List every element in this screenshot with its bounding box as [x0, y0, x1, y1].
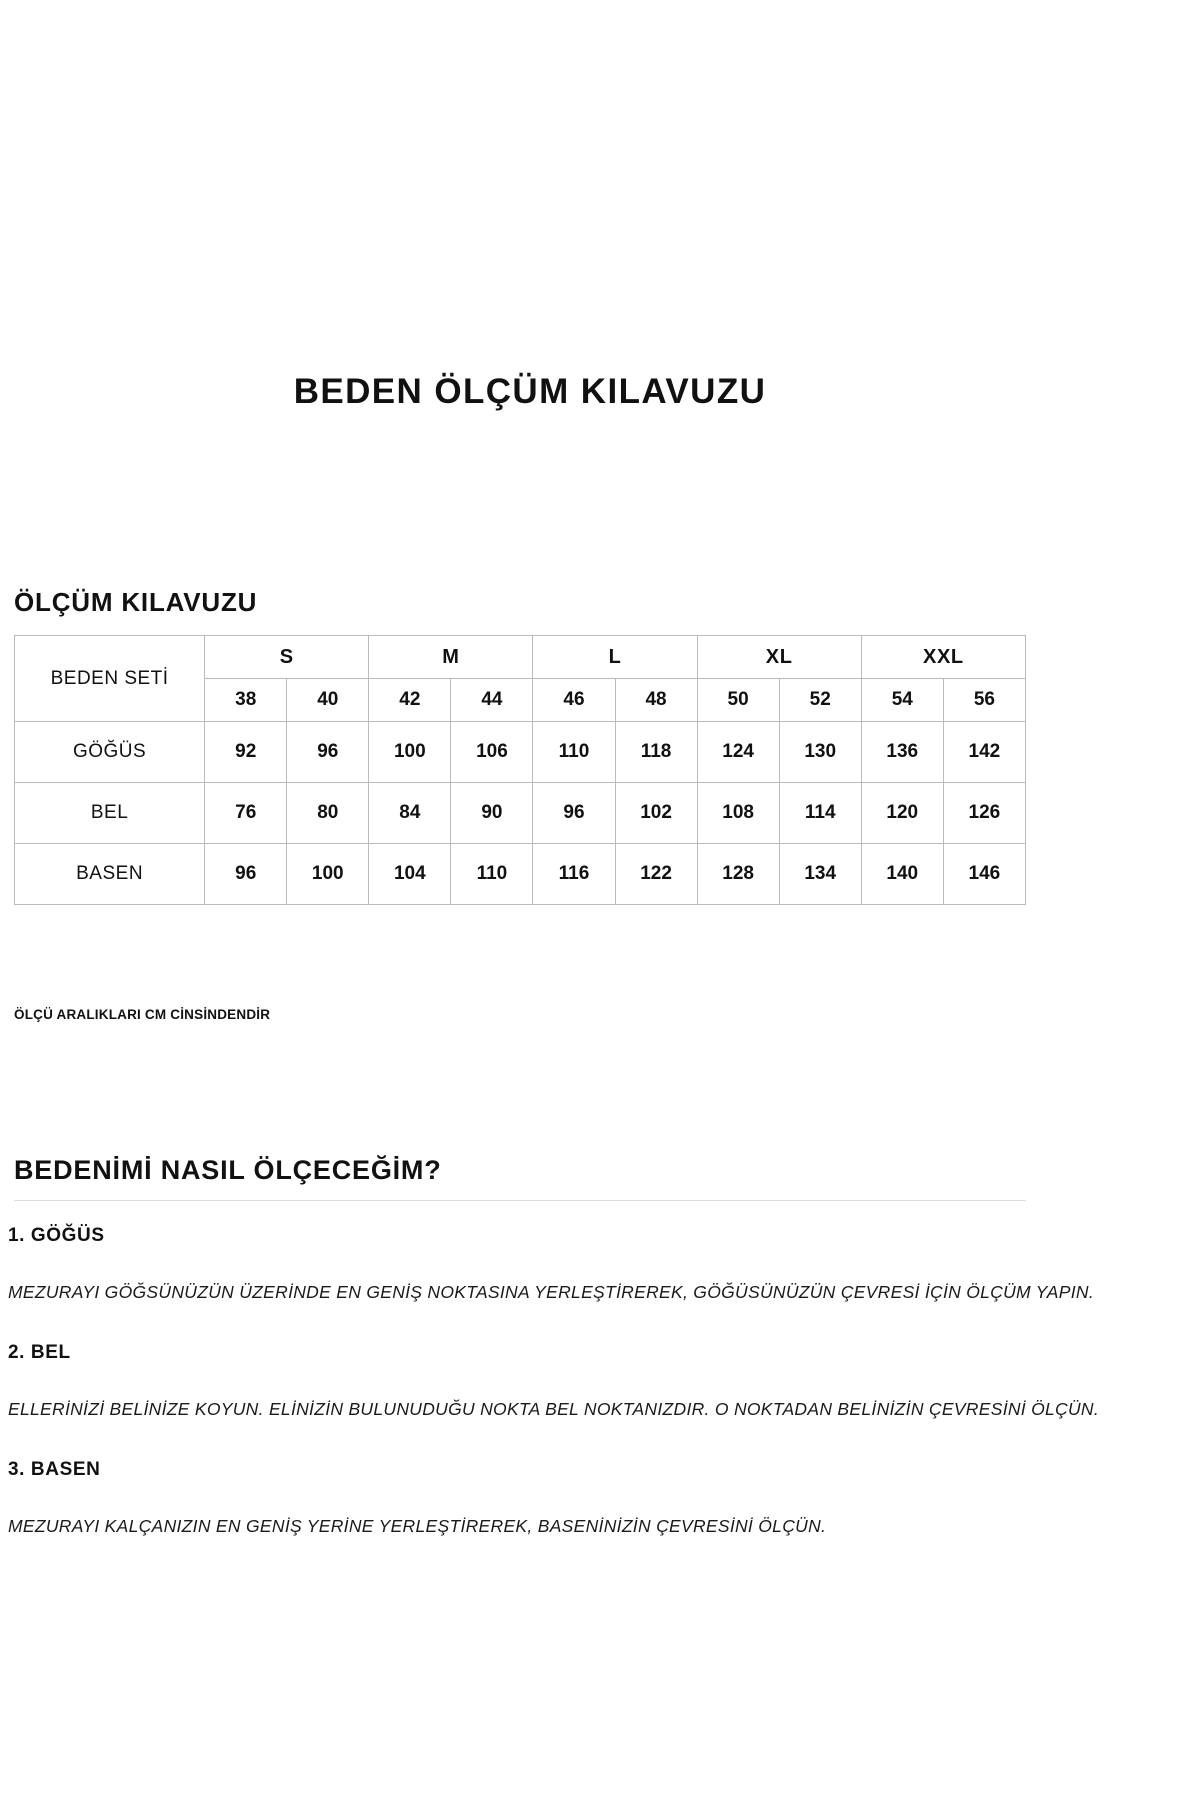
measurement-value: 76: [205, 783, 287, 844]
measurement-value: 118: [615, 722, 697, 783]
measurement-value: 128: [697, 844, 779, 905]
page-title: BEDEN ÖLÇÜM KILAVUZU: [293, 372, 767, 411]
measurement-value: 106: [451, 722, 533, 783]
measurement-value: 120: [861, 783, 943, 844]
numeric-size-cell: 56: [943, 679, 1025, 722]
measurement-value: 116: [533, 844, 615, 905]
measurement-value: 84: [369, 783, 451, 844]
size-group-cell: S: [205, 636, 369, 679]
measurement-value: 90: [451, 783, 533, 844]
table-header-beden-seti: BEDEN SETİ: [15, 636, 205, 722]
numeric-size-cell: 44: [451, 679, 533, 722]
measurement-value: 114: [779, 783, 861, 844]
step-text-bel: ELLERİNİZİ BELİNİZE KOYUN. ELİNİZİN BULUNUDUĞU NOKTA BEL NOKTANIZDIR. O NOKTADAN BELİNİZİN ÇEVRESİNİ ÖLÇÜN.: [8, 1399, 1100, 1419]
measurement-value: 100: [287, 844, 369, 905]
measurement-value: 96: [287, 722, 369, 783]
measurement-value: 96: [205, 844, 287, 905]
size-group-cell: XXL: [861, 636, 1025, 679]
table-row: [15, 844, 1026, 905]
section-heading-how-to-measure: BEDENİMİ NASIL ÖLÇECEĞİM?: [14, 1155, 442, 1185]
measurement-label: BASEN: [15, 844, 205, 905]
measurement-value: 140: [861, 844, 943, 905]
measurement-value: 136: [861, 722, 943, 783]
measurement-value: 122: [615, 844, 697, 905]
step-title-bel: 2. BEL: [8, 1342, 71, 1363]
measurement-value: 96: [533, 783, 615, 844]
measurement-value: 124: [697, 722, 779, 783]
table-row: [15, 783, 1026, 844]
numeric-size-cell: 46: [533, 679, 615, 722]
measurement-value: 80: [287, 783, 369, 844]
measurement-value: 130: [779, 722, 861, 783]
measurement-label: BEL: [15, 783, 205, 844]
numeric-size-cell: 38: [205, 679, 287, 722]
unit-note: ÖLÇÜ ARALIKLARI CM CİNSİNDENDİR: [14, 1007, 271, 1022]
numeric-size-cell: 50: [697, 679, 779, 722]
measurement-value: 146: [943, 844, 1025, 905]
measurement-value: 104: [369, 844, 451, 905]
measurement-value: 110: [533, 722, 615, 783]
measurement-value: 92: [205, 722, 287, 783]
step-title-basen: 3. BASEN: [8, 1459, 101, 1480]
measurement-value: 126: [943, 783, 1025, 844]
table-row-size-groups: [15, 636, 1026, 679]
measurement-value: 102: [615, 783, 697, 844]
size-group-cell: L: [533, 636, 697, 679]
numeric-size-cell: 54: [861, 679, 943, 722]
table-row: [15, 722, 1026, 783]
divider: [14, 1200, 1026, 1201]
step-title-gogus: 1. GÖĞÜS: [8, 1225, 105, 1246]
size-group-cell: XL: [697, 636, 861, 679]
section-heading-size-guide: ÖLÇÜM KILAVUZU: [14, 587, 258, 617]
measurement-value: 108: [697, 783, 779, 844]
numeric-size-cell: 48: [615, 679, 697, 722]
numeric-size-cell: 42: [369, 679, 451, 722]
size-table: [14, 635, 1026, 905]
numeric-size-cell: 52: [779, 679, 861, 722]
step-text-basen: MEZURAYI KALÇANIZIN EN GENİŞ YERİNE YERLEŞTİREREK, BASENİNİZİN ÇEVRESİNİ ÖLÇÜN.: [8, 1516, 827, 1536]
measurement-value: 134: [779, 844, 861, 905]
measurement-value: 110: [451, 844, 533, 905]
step-text-gogus: MEZURAYI GÖĞSÜNÜZÜN ÜZERİNDE EN GENİŞ NOKTASINA YERLEŞTİREREK, GÖĞÜSÜNÜZÜN ÇEVRESİ İÇİN ÖLÇÜM YAPIN.: [8, 1282, 1094, 1302]
measurement-label: GÖĞÜS: [15, 722, 205, 783]
measurement-value: 142: [943, 722, 1025, 783]
numeric-size-cell: 40: [287, 679, 369, 722]
size-group-cell: M: [369, 636, 533, 679]
measurement-value: 100: [369, 722, 451, 783]
